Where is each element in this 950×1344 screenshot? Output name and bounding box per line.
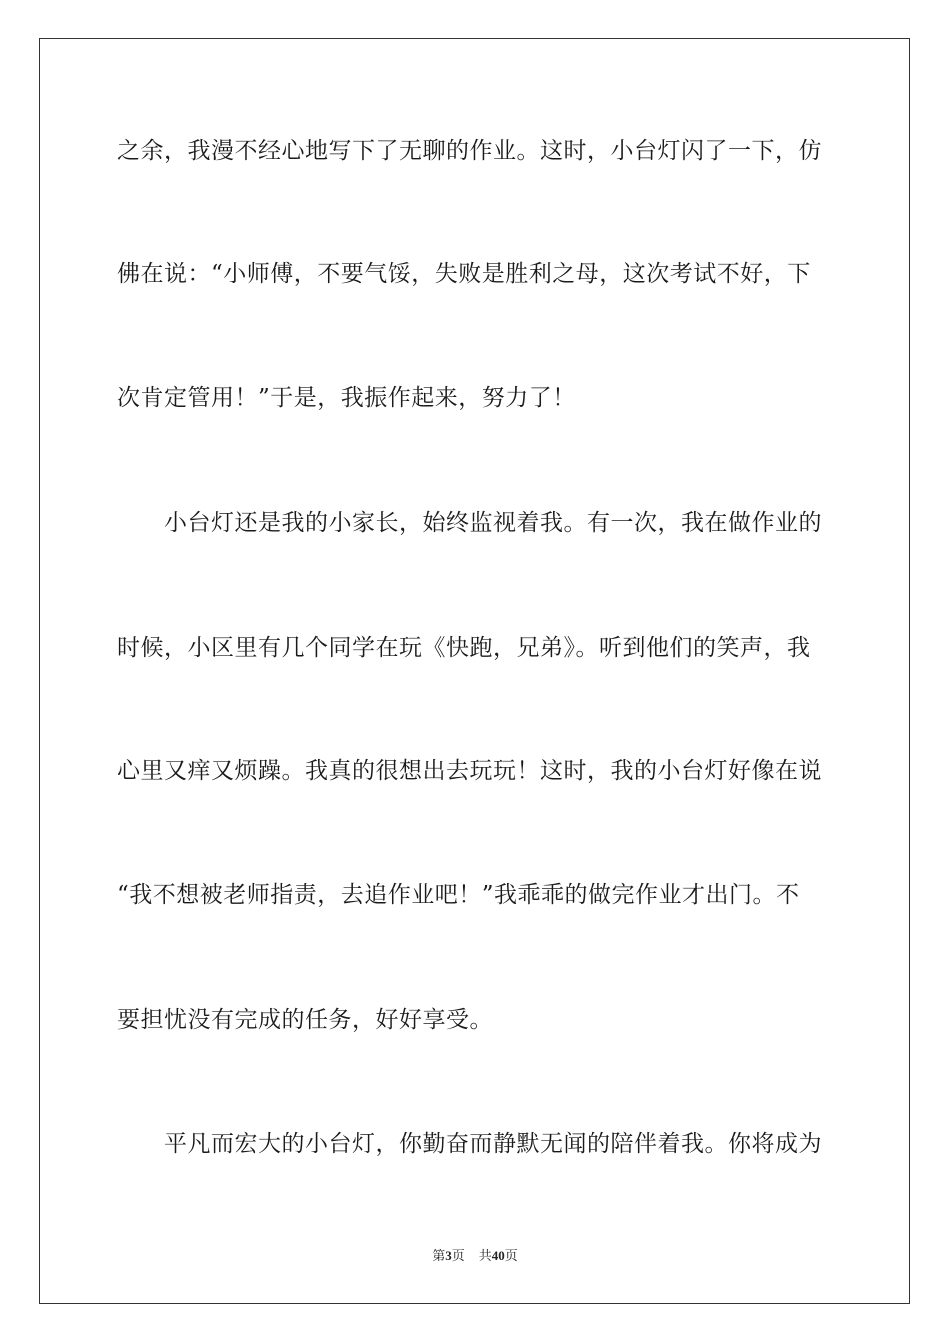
page-number: 3	[445, 1248, 452, 1263]
text-line-8: 要担忧没有完成的任务，好好享受。	[117, 1007, 493, 1033]
page-prefix: 第	[432, 1248, 446, 1263]
text-line-5: 时候，小区里有几个同学在玩《快跑，兄弟》。听到他们的笑声，我	[117, 635, 811, 661]
text-line-2: 佛在说：“小师傅，不要气馁，失败是胜利之母，这次考试不好，下	[117, 261, 811, 287]
text-line-1: 之余，我漫不经心地写下了无聊的作业。这时，小台灯闪了一下，仿	[117, 138, 822, 164]
text-line-4: 小台灯还是我的小家长，始终监视着我。有一次，我在做作业的	[164, 510, 822, 536]
page-footer	[0, 1248, 950, 1264]
total-prefix: 共	[478, 1248, 492, 1263]
total-pages: 40	[491, 1248, 505, 1263]
text-line-7: “我不想被老师指责，去追作业吧！”我乖乖的做完作业才出门。不	[117, 882, 800, 908]
text-line-9: 平凡而宏大的小台灯，你勤奋而静默无闻的陪伴着我。你将成为	[164, 1131, 822, 1157]
text-line-6: 心里又痒又烦躁。我真的很想出去玩玩！这时，我的小台灯好像在说	[117, 758, 822, 784]
total-suffix: 页	[504, 1248, 518, 1263]
page-border	[39, 38, 910, 1304]
text-line-3: 次肯定管用！”于是，我振作起来，努力了！	[117, 385, 576, 411]
page-suffix: 页	[451, 1248, 465, 1263]
